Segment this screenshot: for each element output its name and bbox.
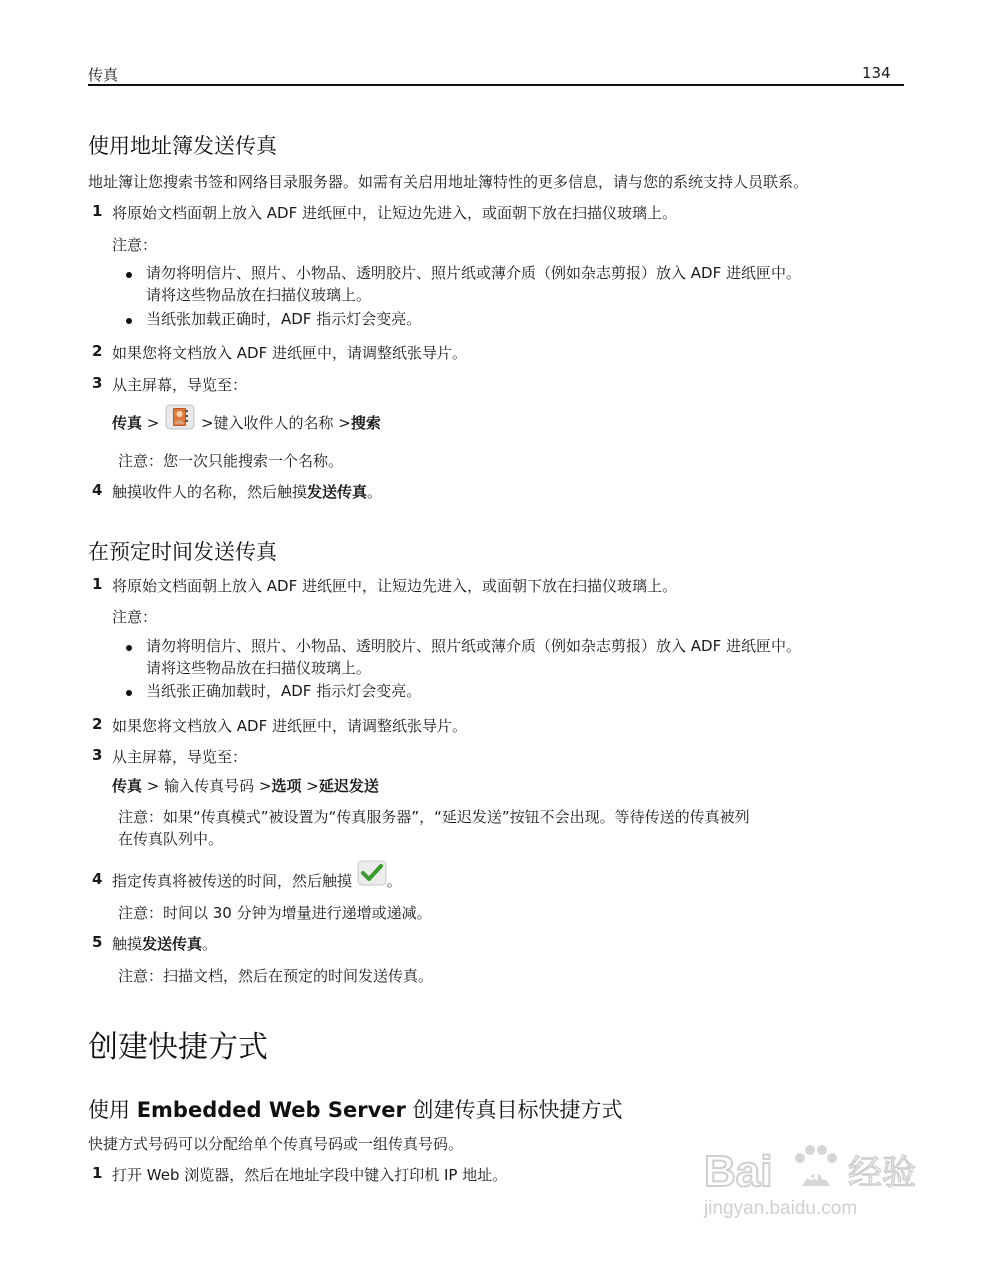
send-fax-label: 发送传真: [142, 935, 203, 953]
bullet-icon: [126, 272, 132, 278]
step-text: 从主屏幕，导览至：: [112, 376, 248, 394]
step-text-part: 指定传真将被传送的时间，然后触摸: [112, 872, 353, 890]
bullet-icon: [126, 645, 132, 651]
send-fax-label: 发送传真: [307, 483, 368, 501]
step-text: 打开 Web 浏览器，然后在地址字段中键入打印机 IP 地址。: [112, 1166, 508, 1184]
note-text: 注意：时间以 30 分钟为增量进行递增或递减。: [118, 904, 432, 922]
nav-delay: 延迟发送: [318, 777, 379, 795]
nav-path: [112, 412, 381, 435]
watermark-brand2: du: [806, 1160, 833, 1185]
nav-separator: >: [146, 414, 160, 432]
step-text-part: 触摸: [112, 935, 143, 953]
subsection-title-ews: [88, 1094, 623, 1124]
step-text: 将原始文档面朝上放入 ADF 进纸匣中，让短边先进入，或面朝下放在扫描仪玻璃上。: [112, 204, 677, 222]
note-label: 注意：: [112, 236, 158, 254]
step-text: 将原始文档面朝上放入 ADF 进纸匣中，让短边先进入，或面朝下放在扫描仪玻璃上。: [112, 577, 677, 595]
nav-path: [112, 775, 379, 796]
header-section: 传真: [88, 66, 119, 84]
step-text: [112, 870, 402, 891]
note-text: 在传真队列中。: [118, 830, 224, 848]
step-number: 1: [92, 1164, 103, 1182]
bullet-line: 请勿将明信片、照片、小物品、透明胶片、照片纸或薄介质（例如杂志剪报）放入 ADF 进纸匣中。: [146, 264, 801, 282]
section-title-address-book: 使用地址簿发送传真: [88, 134, 277, 158]
nav-fax: 传真: [112, 414, 143, 432]
note-text: 注意：您一次只能搜索一个名称。: [118, 452, 344, 470]
step-number: 2: [92, 342, 103, 360]
step-text: 从主屏幕，导览至：: [112, 748, 248, 766]
step-number: 1: [92, 575, 103, 593]
watermark-product: 经验: [848, 1153, 916, 1193]
note-text: 注意：如果“传真模式”被设置为“传真服务器”，“延迟发送”按钮不会出现。等待传送的传真被列: [118, 808, 750, 826]
bullet-line: 当纸张正确加载时，ADF 指示灯会变亮。: [146, 682, 422, 700]
step-text-part: 。: [386, 872, 402, 890]
nav-fax: 传真: [112, 777, 143, 795]
bullet-line: 当纸张加载正确时，ADF 指示灯会变亮。: [146, 310, 422, 328]
nav-middle: > 输入传真号码 >: [142, 777, 272, 795]
step-text: [112, 933, 217, 954]
subtitle-part: 使用: [88, 1098, 137, 1122]
step-number: 3: [92, 374, 103, 392]
subtitle-ews: Embedded Web Server: [136, 1098, 406, 1122]
step-number: 4: [92, 870, 103, 888]
section-intro: 地址簿让您搜索书签和网络目录服务器。如需有关启用地址簿特性的更多信息，请与您的系统支持人员联系。: [88, 173, 809, 191]
nav-middle: >键入收件人的名称 >: [200, 414, 351, 432]
page-number: 134: [862, 64, 891, 82]
step-number: 5: [92, 933, 103, 951]
watermark-url: jingyan.baidu.com: [704, 1198, 858, 1219]
bullet-line: 请将这些物品放在扫描仪玻璃上。: [146, 286, 372, 304]
section-intro: 快捷方式号码可以分配给单个传真号码或一组传真号码。: [88, 1135, 464, 1153]
watermark-brand: Bai: [704, 1147, 773, 1196]
step-text: 如果您将文档放入 ADF 进纸匣中，请调整纸张导片。: [112, 344, 467, 362]
nav-separator: >: [301, 777, 319, 795]
address-book-icon: [164, 403, 196, 435]
bullet-icon: [126, 690, 132, 696]
bullet-line: 请将这些物品放在扫描仪玻璃上。: [146, 659, 372, 677]
nav-search: 搜索: [350, 414, 381, 432]
step-text-part: 。: [367, 483, 383, 501]
bullet-icon: [126, 318, 132, 324]
step-number: 2: [92, 715, 103, 733]
section-title-shortcuts: 创建快捷方式: [88, 1030, 268, 1065]
baidu-watermark: [702, 1128, 942, 1228]
step-text-part: 。: [202, 935, 218, 953]
step-text: [112, 481, 382, 502]
step-number: 4: [92, 481, 103, 499]
step-number: 3: [92, 746, 103, 764]
section-title-scheduled: 在预定时间发送传真: [88, 540, 277, 564]
note-label: 注意：: [112, 608, 158, 626]
checkmark-icon: [357, 860, 387, 890]
bullet-line: 请勿将明信片、照片、小物品、透明胶片、照片纸或薄介质（例如杂志剪报）放入 ADF 进纸匣中。: [146, 637, 801, 655]
nav-options: 选项: [271, 777, 302, 795]
step-number: 1: [92, 202, 103, 220]
note-text: 注意：扫描文档，然后在预定的时间发送传真。: [118, 967, 434, 985]
subtitle-part: 创建传真目标快捷方式: [405, 1098, 623, 1122]
header-rule: [88, 84, 904, 86]
step-text: 如果您将文档放入 ADF 进纸匣中，请调整纸张导片。: [112, 717, 467, 735]
step-text-part: 触摸收件人的名称，然后触摸: [112, 483, 308, 501]
